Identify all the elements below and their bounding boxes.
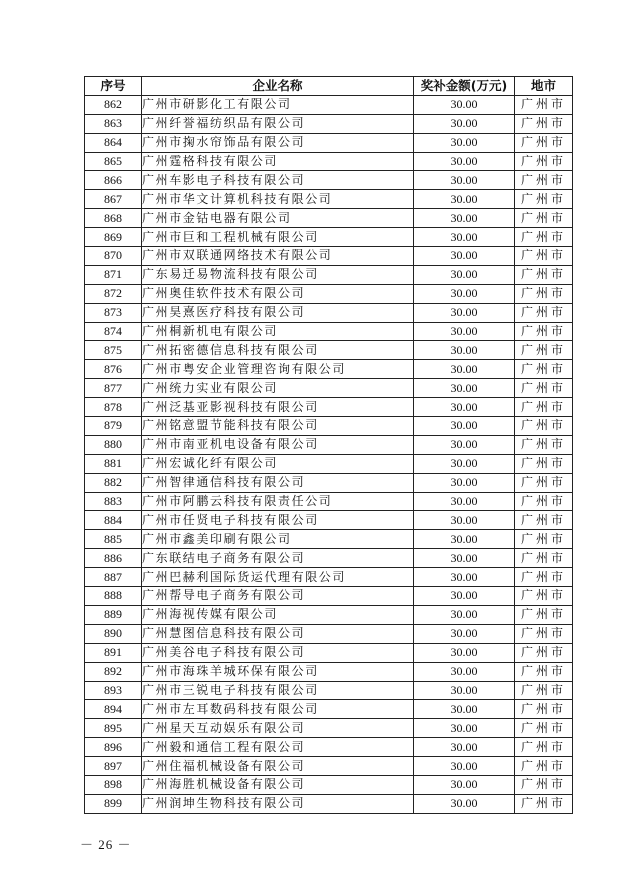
award-amount: 30.00 (414, 757, 515, 776)
award-amount: 30.00 (414, 662, 515, 681)
award-amount: 30.00 (414, 247, 515, 266)
row-index: 889 (85, 605, 142, 624)
table-row (85, 643, 573, 662)
city-name: 广州市 (515, 284, 573, 303)
award-amount: 30.00 (414, 360, 515, 379)
city-name: 广州市 (515, 247, 573, 266)
table-row (85, 341, 573, 360)
company-name: 广州统力实业有限公司 (142, 379, 414, 398)
city-name: 广州市 (515, 265, 573, 284)
city-name: 广州市 (515, 794, 573, 813)
company-name: 广州巴赫利国际货运代理有限公司 (142, 568, 414, 587)
company-name: 广州泛基亚影视科技有限公司 (142, 398, 414, 417)
table-row (85, 587, 573, 606)
row-index: 879 (85, 417, 142, 436)
row-index: 894 (85, 700, 142, 719)
table-row (85, 209, 573, 228)
company-name: 广州星天互动娱乐有限公司 (142, 719, 414, 738)
table-row (85, 114, 573, 133)
city-name: 广州市 (515, 605, 573, 624)
table-header-row (85, 77, 573, 96)
company-name: 广州市粤安企业管理咨询有限公司 (142, 360, 414, 379)
company-name: 广州市双联通网络技术有限公司 (142, 247, 414, 266)
city-name: 广州市 (515, 379, 573, 398)
page-number: － 26 － (80, 837, 132, 852)
award-amount: 30.00 (414, 643, 515, 662)
city-name: 广州市 (515, 511, 573, 530)
header-company-name: 企业名称 (142, 77, 414, 96)
row-index: 876 (85, 360, 142, 379)
award-amount: 30.00 (414, 549, 515, 568)
city-name: 广州市 (515, 435, 573, 454)
row-index: 862 (85, 95, 142, 114)
award-amount: 30.00 (414, 587, 515, 606)
award-amount: 30.00 (414, 114, 515, 133)
header-award-amount: 奖补金额(万元) (414, 77, 515, 96)
header-index: 序号 (85, 77, 142, 96)
row-index: 897 (85, 757, 142, 776)
award-table (84, 76, 573, 814)
company-name: 广州智律通信科技有限公司 (142, 473, 414, 492)
award-amount: 30.00 (414, 624, 515, 643)
table-row (85, 435, 573, 454)
row-index: 893 (85, 681, 142, 700)
table-row (85, 492, 573, 511)
city-name: 广州市 (515, 587, 573, 606)
company-name: 广州海视传媒有限公司 (142, 605, 414, 624)
city-name: 广州市 (515, 322, 573, 341)
award-amount: 30.00 (414, 190, 515, 209)
table-row (85, 738, 573, 757)
award-amount: 30.00 (414, 605, 515, 624)
award-amount: 30.00 (414, 133, 515, 152)
table-row (85, 247, 573, 266)
company-name: 广州市华文计算机科技有限公司 (142, 190, 414, 209)
company-name: 广州慧图信息科技有限公司 (142, 624, 414, 643)
table-row (85, 152, 573, 171)
award-amount: 30.00 (414, 171, 515, 190)
award-amount: 30.00 (414, 794, 515, 813)
row-index: 891 (85, 643, 142, 662)
city-name: 广州市 (515, 398, 573, 417)
company-name: 广州美谷电子科技有限公司 (142, 643, 414, 662)
award-amount: 30.00 (414, 379, 515, 398)
company-name: 广州市阿鹏云科技有限责任公司 (142, 492, 414, 511)
table-row (85, 379, 573, 398)
company-name: 广州拓密德信息科技有限公司 (142, 341, 414, 360)
table-row (85, 95, 573, 114)
city-name: 广州市 (515, 152, 573, 171)
row-index: 867 (85, 190, 142, 209)
row-index: 870 (85, 247, 142, 266)
city-name: 广州市 (515, 738, 573, 757)
table-row (85, 473, 573, 492)
row-index: 896 (85, 738, 142, 757)
award-amount: 30.00 (414, 341, 515, 360)
company-name: 广州霆格科技有限公司 (142, 152, 414, 171)
row-index: 875 (85, 341, 142, 360)
city-name: 广州市 (515, 662, 573, 681)
city-name: 广州市 (515, 209, 573, 228)
table-row (85, 662, 573, 681)
award-amount: 30.00 (414, 322, 515, 341)
table-row (85, 171, 573, 190)
company-name: 广州桐新机电有限公司 (142, 322, 414, 341)
city-name: 广州市 (515, 643, 573, 662)
award-amount: 30.00 (414, 228, 515, 247)
table-row (85, 568, 573, 587)
company-name: 广州住福机械设备有限公司 (142, 757, 414, 776)
city-name: 广州市 (515, 95, 573, 114)
table-row (85, 190, 573, 209)
table-row (85, 775, 573, 794)
city-name: 广州市 (515, 417, 573, 436)
table-row (85, 322, 573, 341)
city-name: 广州市 (515, 454, 573, 473)
row-index: 863 (85, 114, 142, 133)
city-name: 广州市 (515, 492, 573, 511)
table-row (85, 303, 573, 322)
company-name: 广州市掬水帘饰品有限公司 (142, 133, 414, 152)
row-index: 869 (85, 228, 142, 247)
table-row (85, 398, 573, 417)
company-name: 广州宏诚化纤有限公司 (142, 454, 414, 473)
city-name: 广州市 (515, 190, 573, 209)
award-amount: 30.00 (414, 492, 515, 511)
company-name: 广州市左耳数码科技有限公司 (142, 700, 414, 719)
city-name: 广州市 (515, 757, 573, 776)
company-name: 广州帮导电子商务有限公司 (142, 587, 414, 606)
award-amount: 30.00 (414, 95, 515, 114)
table-row (85, 757, 573, 776)
row-index: 885 (85, 530, 142, 549)
row-index: 871 (85, 265, 142, 284)
city-name: 广州市 (515, 549, 573, 568)
table-row (85, 624, 573, 643)
company-name: 广州市鑫美印刷有限公司 (142, 530, 414, 549)
company-name: 广州市金钴电器有限公司 (142, 209, 414, 228)
row-index: 866 (85, 171, 142, 190)
row-index: 882 (85, 473, 142, 492)
award-amount: 30.00 (414, 473, 515, 492)
row-index: 898 (85, 775, 142, 794)
row-index: 873 (85, 303, 142, 322)
table-row (85, 360, 573, 379)
row-index: 884 (85, 511, 142, 530)
award-amount: 30.00 (414, 719, 515, 738)
table-row (85, 530, 573, 549)
row-index: 892 (85, 662, 142, 681)
award-amount: 30.00 (414, 303, 515, 322)
table-row (85, 549, 573, 568)
row-index: 899 (85, 794, 142, 813)
company-name: 广州市三锐电子科技有限公司 (142, 681, 414, 700)
city-name: 广州市 (515, 303, 573, 322)
table-row (85, 265, 573, 284)
award-amount: 30.00 (414, 454, 515, 473)
award-amount: 30.00 (414, 511, 515, 530)
table-row (85, 794, 573, 813)
city-name: 广州市 (515, 360, 573, 379)
table-row (85, 719, 573, 738)
city-name: 广州市 (515, 133, 573, 152)
table-row (85, 228, 573, 247)
award-amount: 30.00 (414, 265, 515, 284)
row-index: 880 (85, 435, 142, 454)
company-name: 广州润坤生物科技有限公司 (142, 794, 414, 813)
company-name: 广州铭意盟节能科技有限公司 (142, 417, 414, 436)
city-name: 广州市 (515, 530, 573, 549)
award-amount: 30.00 (414, 417, 515, 436)
table-row (85, 454, 573, 473)
row-index: 872 (85, 284, 142, 303)
city-name: 广州市 (515, 681, 573, 700)
award-amount: 30.00 (414, 284, 515, 303)
table-row (85, 133, 573, 152)
award-amount: 30.00 (414, 700, 515, 719)
company-name: 广州纤誉福纺织品有限公司 (142, 114, 414, 133)
row-index: 864 (85, 133, 142, 152)
row-index: 868 (85, 209, 142, 228)
city-name: 广州市 (515, 775, 573, 794)
row-index: 886 (85, 549, 142, 568)
city-name: 广州市 (515, 114, 573, 133)
company-name: 广州市研影化工有限公司 (142, 95, 414, 114)
company-name: 广东联结电子商务有限公司 (142, 549, 414, 568)
row-index: 877 (85, 379, 142, 398)
row-index: 888 (85, 587, 142, 606)
company-name: 广东易迁易物流科技有限公司 (142, 265, 414, 284)
table-row (85, 511, 573, 530)
table-row (85, 681, 573, 700)
company-name: 广州昊熹医疗科技有限公司 (142, 303, 414, 322)
city-name: 广州市 (515, 473, 573, 492)
city-name: 广州市 (515, 341, 573, 360)
row-index: 890 (85, 624, 142, 643)
row-index: 887 (85, 568, 142, 587)
award-amount: 30.00 (414, 568, 515, 587)
table-row (85, 417, 573, 436)
table-row (85, 284, 573, 303)
award-amount: 30.00 (414, 435, 515, 454)
company-name: 广州奥佳软件技术有限公司 (142, 284, 414, 303)
city-name: 广州市 (515, 719, 573, 738)
city-name: 广州市 (515, 228, 573, 247)
row-index: 865 (85, 152, 142, 171)
company-name: 广州毅和通信工程有限公司 (142, 738, 414, 757)
table-row (85, 700, 573, 719)
company-name: 广州市海珠羊城环保有限公司 (142, 662, 414, 681)
city-name: 广州市 (515, 568, 573, 587)
award-amount: 30.00 (414, 152, 515, 171)
company-name: 广州市南亚机电设备有限公司 (142, 435, 414, 454)
row-index: 878 (85, 398, 142, 417)
award-amount: 30.00 (414, 530, 515, 549)
city-name: 广州市 (515, 171, 573, 190)
award-amount: 30.00 (414, 681, 515, 700)
row-index: 881 (85, 454, 142, 473)
city-name: 广州市 (515, 700, 573, 719)
table-row (85, 605, 573, 624)
city-name: 广州市 (515, 624, 573, 643)
award-amount: 30.00 (414, 398, 515, 417)
award-amount: 30.00 (414, 738, 515, 757)
company-name: 广州市巨和工程机械有限公司 (142, 228, 414, 247)
header-city: 地市 (515, 77, 573, 96)
company-name: 广州车影电子科技有限公司 (142, 171, 414, 190)
award-amount: 30.00 (414, 775, 515, 794)
company-name: 广州海胜机械设备有限公司 (142, 775, 414, 794)
row-index: 874 (85, 322, 142, 341)
row-index: 883 (85, 492, 142, 511)
company-name: 广州市任贤电子科技有限公司 (142, 511, 414, 530)
row-index: 895 (85, 719, 142, 738)
award-amount: 30.00 (414, 209, 515, 228)
